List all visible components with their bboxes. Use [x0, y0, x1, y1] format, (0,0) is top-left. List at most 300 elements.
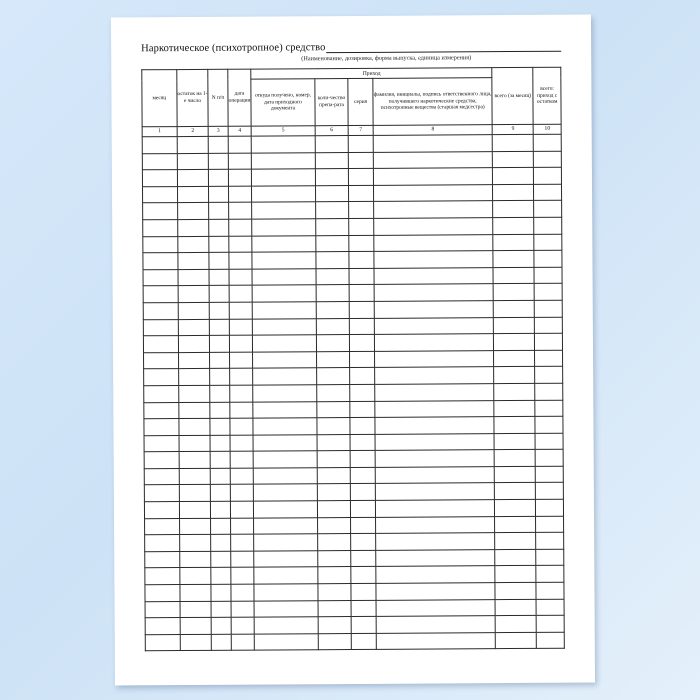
table-cell[interactable]: [255, 634, 318, 651]
table-cell[interactable]: [494, 367, 535, 384]
table-cell[interactable]: [230, 402, 254, 419]
table-cell[interactable]: [317, 501, 351, 518]
table-cell[interactable]: [179, 535, 211, 552]
table-cell[interactable]: [317, 434, 351, 451]
table-cell[interactable]: [317, 451, 351, 468]
table-cell[interactable]: [211, 501, 231, 518]
table-cell[interactable]: [211, 551, 231, 568]
table-cell[interactable]: [231, 551, 255, 568]
table-cell[interactable]: [209, 186, 229, 203]
table-cell[interactable]: [349, 202, 374, 219]
table-cell[interactable]: [210, 335, 230, 352]
table-cell[interactable]: [374, 234, 494, 251]
table-cell[interactable]: [374, 251, 494, 268]
table-cell[interactable]: [144, 402, 179, 419]
table-cell[interactable]: [350, 334, 375, 351]
table-cell[interactable]: [536, 516, 564, 533]
table-cell[interactable]: [535, 317, 563, 334]
table-cell[interactable]: [230, 534, 254, 551]
table-cell[interactable]: [254, 617, 317, 634]
table-cell[interactable]: [374, 334, 494, 351]
table-cell[interactable]: [180, 568, 212, 585]
table-cell[interactable]: [350, 451, 375, 468]
table-cell[interactable]: [177, 186, 209, 203]
table-cell[interactable]: [254, 534, 317, 551]
table-cell[interactable]: [534, 201, 562, 218]
table-cell[interactable]: [229, 302, 253, 319]
table-cell[interactable]: [317, 484, 351, 501]
table-cell[interactable]: [534, 151, 562, 168]
table-cell[interactable]: [351, 467, 376, 484]
table-cell[interactable]: [211, 518, 231, 535]
table-cell[interactable]: [316, 384, 350, 401]
table-cell[interactable]: [177, 136, 209, 153]
table-cell[interactable]: [253, 302, 316, 319]
table-cell[interactable]: [209, 252, 229, 269]
table-cell[interactable]: [179, 518, 211, 535]
table-cell[interactable]: [315, 169, 349, 186]
table-cell[interactable]: [178, 269, 210, 286]
table-cell[interactable]: [496, 632, 537, 649]
table-cell[interactable]: [230, 435, 254, 452]
table-cell[interactable]: [349, 135, 374, 152]
table-cell[interactable]: [252, 285, 315, 302]
table-cell[interactable]: [351, 500, 376, 517]
table-cell[interactable]: [229, 236, 253, 253]
table-cell[interactable]: [210, 418, 230, 435]
table-cell[interactable]: [178, 385, 210, 402]
table-cell[interactable]: [209, 153, 229, 170]
table-cell[interactable]: [252, 169, 315, 186]
table-cell[interactable]: [254, 517, 317, 534]
table-cell[interactable]: [349, 252, 374, 269]
table-cell[interactable]: [252, 252, 315, 269]
table-cell[interactable]: [375, 500, 495, 517]
table-cell[interactable]: [534, 167, 562, 184]
table-cell[interactable]: [179, 551, 211, 568]
table-cell[interactable]: [349, 285, 374, 302]
table-cell[interactable]: [317, 418, 351, 435]
table-cell[interactable]: [178, 236, 210, 253]
table-cell[interactable]: [495, 483, 536, 500]
table-cell[interactable]: [144, 485, 179, 502]
table-cell[interactable]: [374, 367, 494, 384]
table-cell[interactable]: [230, 451, 254, 468]
table-cell[interactable]: [535, 350, 563, 367]
table-cell[interactable]: [145, 568, 180, 585]
table-cell[interactable]: [229, 319, 253, 336]
table-cell[interactable]: [253, 418, 316, 435]
table-cell[interactable]: [252, 268, 315, 285]
table-cell[interactable]: [350, 401, 375, 418]
table-cell[interactable]: [535, 449, 563, 466]
table-cell[interactable]: [318, 584, 352, 601]
table-cell[interactable]: [373, 151, 493, 168]
table-cell[interactable]: [211, 568, 231, 585]
table-cell[interactable]: [349, 152, 374, 169]
table-cell[interactable]: [231, 617, 255, 634]
table-cell[interactable]: [351, 600, 376, 617]
table-cell[interactable]: [535, 367, 563, 384]
table-cell[interactable]: [178, 286, 210, 303]
table-cell[interactable]: [495, 599, 536, 616]
table-cell[interactable]: [254, 600, 317, 617]
table-cell[interactable]: [317, 550, 351, 567]
table-cell[interactable]: [535, 416, 563, 433]
table-cell[interactable]: [252, 136, 315, 153]
table-cell[interactable]: [495, 533, 536, 550]
table-cell[interactable]: [254, 567, 317, 584]
table-cell[interactable]: [351, 550, 376, 567]
table-cell[interactable]: [316, 401, 350, 418]
table-cell[interactable]: [318, 633, 352, 650]
table-cell[interactable]: [211, 452, 231, 469]
table-cell[interactable]: [228, 169, 252, 186]
table-cell[interactable]: [495, 566, 536, 583]
table-cell[interactable]: [211, 535, 231, 552]
table-cell[interactable]: [316, 285, 350, 302]
table-cell[interactable]: [375, 483, 495, 500]
table-cell[interactable]: [179, 468, 211, 485]
table-cell[interactable]: [376, 533, 496, 550]
table-cell[interactable]: [177, 203, 209, 220]
table-cell[interactable]: [210, 286, 230, 303]
table-cell[interactable]: [144, 352, 179, 369]
table-cell[interactable]: [143, 319, 178, 336]
table-cell[interactable]: [350, 434, 375, 451]
table-cell[interactable]: [351, 583, 376, 600]
table-cell[interactable]: [254, 484, 317, 501]
table-cell[interactable]: [350, 368, 375, 385]
table-cell[interactable]: [494, 433, 535, 450]
table-cell[interactable]: [350, 384, 375, 401]
table-cell[interactable]: [535, 333, 563, 350]
table-cell[interactable]: [211, 485, 231, 502]
table-cell[interactable]: [317, 567, 351, 584]
table-cell[interactable]: [209, 203, 229, 220]
table-cell[interactable]: [536, 483, 564, 500]
table-cell[interactable]: [373, 168, 493, 185]
table-cell[interactable]: [534, 134, 562, 151]
table-cell[interactable]: [318, 617, 352, 634]
table-cell[interactable]: [375, 450, 495, 467]
table-cell[interactable]: [144, 468, 179, 485]
table-cell[interactable]: [349, 268, 374, 285]
table-cell[interactable]: [350, 351, 375, 368]
table-cell[interactable]: [536, 532, 564, 549]
table-cell[interactable]: [177, 219, 209, 236]
table-cell[interactable]: [210, 352, 230, 369]
table-cell[interactable]: [374, 317, 494, 334]
table-cell[interactable]: [210, 302, 230, 319]
table-cell[interactable]: [535, 433, 563, 450]
table-cell[interactable]: [534, 284, 562, 301]
table-cell[interactable]: [494, 416, 535, 433]
table-cell[interactable]: [177, 170, 209, 187]
table-cell[interactable]: [534, 234, 562, 251]
table-cell[interactable]: [229, 285, 253, 302]
table-cell[interactable]: [373, 201, 493, 218]
table-cell[interactable]: [536, 582, 564, 599]
table-cell[interactable]: [253, 368, 316, 385]
table-cell[interactable]: [178, 369, 210, 386]
table-cell[interactable]: [349, 218, 374, 235]
table-cell[interactable]: [229, 252, 253, 269]
table-cell[interactable]: [376, 549, 496, 566]
table-cell[interactable]: [253, 434, 316, 451]
table-cell[interactable]: [534, 217, 562, 234]
table-cell[interactable]: [230, 518, 254, 535]
table-cell[interactable]: [143, 203, 178, 220]
table-cell[interactable]: [230, 485, 254, 502]
table-cell[interactable]: [316, 318, 350, 335]
table-cell[interactable]: [494, 400, 535, 417]
table-cell[interactable]: [210, 319, 230, 336]
table-cell[interactable]: [143, 236, 178, 253]
table-cell[interactable]: [229, 352, 253, 369]
table-cell[interactable]: [352, 633, 377, 650]
table-cell[interactable]: [253, 318, 316, 335]
table-cell[interactable]: [316, 335, 350, 352]
table-cell[interactable]: [179, 485, 211, 502]
table-cell[interactable]: [230, 418, 254, 435]
table-cell[interactable]: [209, 236, 229, 253]
table-cell[interactable]: [494, 334, 535, 351]
table-cell[interactable]: [210, 385, 230, 402]
table-cell[interactable]: [142, 170, 177, 187]
table-cell[interactable]: [373, 184, 493, 201]
table-cell[interactable]: [180, 601, 212, 618]
table-cell[interactable]: [142, 137, 177, 154]
table-cell[interactable]: [495, 549, 536, 566]
table-cell[interactable]: [142, 153, 177, 170]
table-cell[interactable]: [143, 220, 178, 237]
table-cell[interactable]: [228, 202, 252, 219]
table-cell[interactable]: [144, 435, 179, 452]
table-cell[interactable]: [493, 234, 534, 251]
table-cell[interactable]: [252, 235, 315, 252]
table-cell[interactable]: [536, 466, 564, 483]
table-cell[interactable]: [534, 250, 562, 267]
table-cell[interactable]: [495, 450, 536, 467]
table-cell[interactable]: [352, 617, 377, 634]
table-cell[interactable]: [376, 632, 496, 649]
table-cell[interactable]: [145, 601, 180, 618]
table-cell[interactable]: [496, 616, 537, 633]
table-cell[interactable]: [534, 184, 562, 201]
table-cell[interactable]: [228, 153, 252, 170]
table-cell[interactable]: [315, 218, 349, 235]
table-cell[interactable]: [211, 468, 231, 485]
table-cell[interactable]: [179, 452, 211, 469]
table-cell[interactable]: [494, 383, 535, 400]
table-cell[interactable]: [349, 185, 374, 202]
table-cell[interactable]: [179, 501, 211, 518]
table-cell[interactable]: [375, 467, 495, 484]
table-cell[interactable]: [230, 385, 254, 402]
table-cell[interactable]: [178, 352, 210, 369]
table-cell[interactable]: [229, 219, 253, 236]
table-cell[interactable]: [494, 300, 535, 317]
table-cell[interactable]: [230, 468, 254, 485]
table-cell[interactable]: [231, 601, 255, 618]
table-cell[interactable]: [230, 501, 254, 518]
table-cell[interactable]: [376, 583, 496, 600]
table-cell[interactable]: [144, 452, 179, 469]
table-cell[interactable]: [229, 335, 253, 352]
table-cell[interactable]: [180, 618, 212, 635]
table-cell[interactable]: [494, 350, 535, 367]
table-cell[interactable]: [145, 518, 180, 535]
table-cell[interactable]: [143, 336, 178, 353]
table-cell[interactable]: [210, 435, 230, 452]
table-cell[interactable]: [351, 567, 376, 584]
table-cell[interactable]: [351, 534, 376, 551]
table-cell[interactable]: [375, 417, 495, 434]
table-cell[interactable]: [228, 186, 252, 203]
table-cell[interactable]: [350, 318, 375, 335]
table-cell[interactable]: [495, 582, 536, 599]
table-cell[interactable]: [142, 186, 177, 203]
table-cell[interactable]: [374, 350, 494, 367]
table-cell[interactable]: [231, 584, 255, 601]
table-cell[interactable]: [253, 335, 316, 352]
table-cell[interactable]: [317, 467, 351, 484]
table-cell[interactable]: [254, 551, 317, 568]
table-cell[interactable]: [210, 402, 230, 419]
table-cell[interactable]: [316, 301, 350, 318]
table-cell[interactable]: [179, 435, 211, 452]
table-cell[interactable]: [229, 269, 253, 286]
table-cell[interactable]: [375, 433, 495, 450]
table-cell[interactable]: [493, 184, 534, 201]
table-cell[interactable]: [316, 368, 350, 385]
table-cell[interactable]: [536, 566, 564, 583]
table-cell[interactable]: [493, 217, 534, 234]
table-cell[interactable]: [493, 201, 534, 218]
table-cell[interactable]: [209, 219, 229, 236]
table-cell[interactable]: [254, 501, 317, 518]
table-cell[interactable]: [535, 300, 563, 317]
table-cell[interactable]: [316, 252, 350, 269]
table-cell[interactable]: [209, 169, 229, 186]
table-cell[interactable]: [373, 135, 493, 152]
table-cell[interactable]: [315, 185, 349, 202]
table-cell[interactable]: [211, 584, 231, 601]
table-cell[interactable]: [375, 384, 495, 401]
table-cell[interactable]: [317, 534, 351, 551]
table-cell[interactable]: [494, 317, 535, 334]
table-cell[interactable]: [210, 369, 230, 386]
table-cell[interactable]: [252, 202, 315, 219]
table-cell[interactable]: [179, 402, 211, 419]
table-cell[interactable]: [178, 335, 210, 352]
table-cell[interactable]: [209, 136, 229, 153]
table-cell[interactable]: [536, 549, 564, 566]
table-cell[interactable]: [231, 634, 255, 651]
table-cell[interactable]: [145, 585, 180, 602]
table-cell[interactable]: [376, 566, 496, 583]
table-cell[interactable]: [493, 251, 534, 268]
table-cell[interactable]: [349, 169, 374, 186]
table-cell[interactable]: [376, 599, 496, 616]
table-cell[interactable]: [375, 400, 495, 417]
table-cell[interactable]: [316, 351, 350, 368]
table-cell[interactable]: [375, 516, 495, 533]
table-cell[interactable]: [315, 202, 349, 219]
table-cell[interactable]: [493, 267, 534, 284]
table-row[interactable]: [145, 632, 564, 651]
table-cell[interactable]: [493, 168, 534, 185]
table-cell[interactable]: [315, 152, 349, 169]
table-cell[interactable]: [494, 284, 535, 301]
table-cell[interactable]: [535, 383, 563, 400]
table-cell[interactable]: [376, 616, 496, 633]
table-cell[interactable]: [144, 385, 179, 402]
table-cell[interactable]: [495, 516, 536, 533]
table-cell[interactable]: [536, 615, 564, 632]
table-cell[interactable]: [536, 599, 564, 616]
table-cell[interactable]: [493, 134, 534, 151]
table-cell[interactable]: [145, 535, 180, 552]
table-cell[interactable]: [211, 601, 231, 618]
table-cell[interactable]: [252, 186, 315, 203]
table-cell[interactable]: [212, 617, 232, 634]
table-cell[interactable]: [534, 267, 562, 284]
table-cell[interactable]: [180, 584, 212, 601]
table-cell[interactable]: [144, 502, 179, 519]
table-cell[interactable]: [350, 417, 375, 434]
table-cell[interactable]: [495, 466, 536, 483]
table-cell[interactable]: [144, 369, 179, 386]
table-cell[interactable]: [254, 468, 317, 485]
table-cell[interactable]: [145, 634, 180, 651]
table-cell[interactable]: [536, 499, 564, 516]
table-cell[interactable]: [493, 151, 534, 168]
table-cell[interactable]: [535, 400, 563, 417]
table-cell[interactable]: [177, 153, 209, 170]
table-cell[interactable]: [495, 499, 536, 516]
table-cell[interactable]: [253, 401, 316, 418]
table-cell[interactable]: [229, 368, 253, 385]
table-cell[interactable]: [349, 235, 374, 252]
table-cell[interactable]: [143, 253, 178, 270]
table-cell[interactable]: [209, 269, 229, 286]
table-cell[interactable]: [374, 267, 494, 284]
table-cell[interactable]: [374, 301, 494, 318]
table-cell[interactable]: [253, 351, 316, 368]
table-cell[interactable]: [374, 284, 494, 301]
table-cell[interactable]: [180, 634, 212, 651]
table-cell[interactable]: [179, 418, 211, 435]
table-cell[interactable]: [144, 419, 179, 436]
table-cell[interactable]: [374, 218, 494, 235]
table-cell[interactable]: [228, 136, 252, 153]
table-cell[interactable]: [351, 517, 376, 534]
table-cell[interactable]: [351, 484, 376, 501]
table-cell[interactable]: [350, 301, 375, 318]
table-cell[interactable]: [143, 303, 178, 320]
table-cell[interactable]: [145, 551, 180, 568]
table-cell[interactable]: [231, 568, 255, 585]
table-cell[interactable]: [252, 219, 315, 236]
table-cell[interactable]: [178, 319, 210, 336]
table-cell[interactable]: [143, 286, 178, 303]
table-cell[interactable]: [315, 235, 349, 252]
table-cell[interactable]: [318, 600, 352, 617]
table-cell[interactable]: [315, 136, 349, 153]
table-cell[interactable]: [212, 634, 232, 651]
